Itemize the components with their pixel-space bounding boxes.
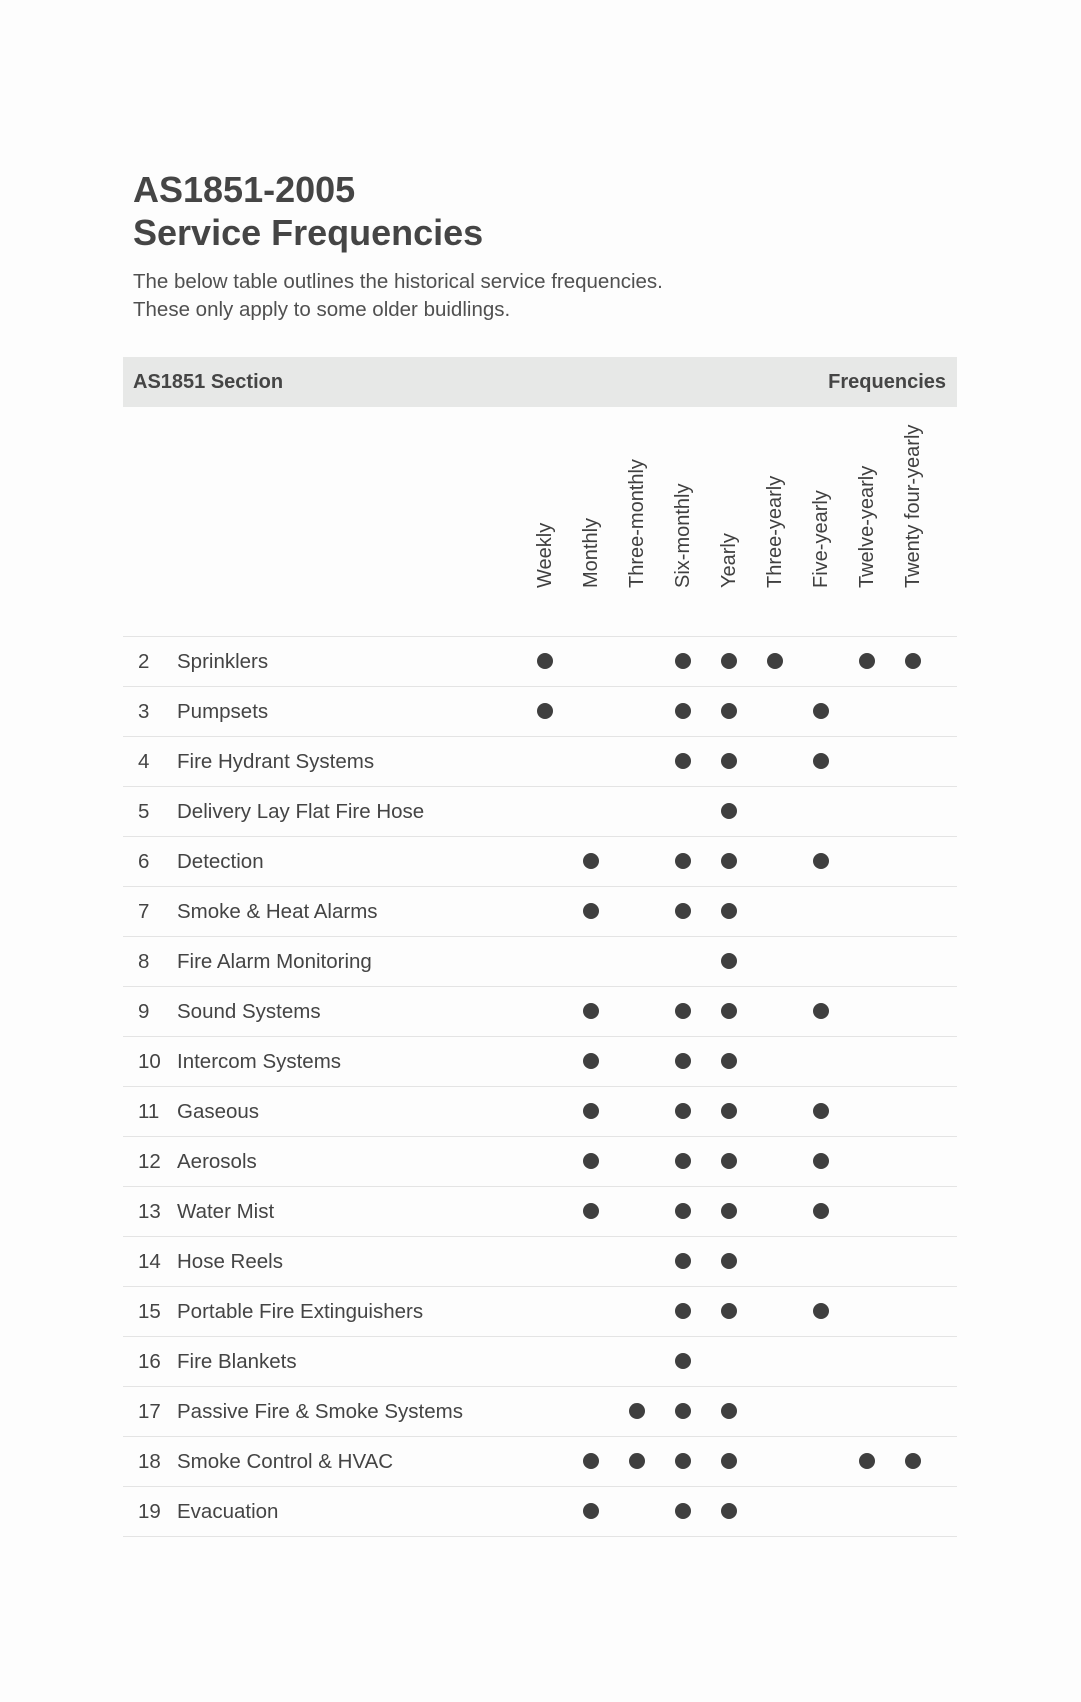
column-header-label: Three-yearly: [764, 475, 786, 588]
table-row: [123, 687, 957, 737]
frequency-dot-three-monthly: [629, 1453, 645, 1469]
frequency-dot-yearly: [721, 1403, 737, 1419]
table-row: [123, 1187, 957, 1237]
frequency-dot-monthly: [583, 1503, 599, 1519]
section-number: 12: [138, 1150, 161, 1173]
frequency-dot-yearly: [721, 653, 737, 669]
table-row: [123, 637, 957, 687]
table-row: [123, 1287, 957, 1337]
section-number: 13: [138, 1200, 161, 1223]
frequency-dot-five-yearly: [813, 1003, 829, 1019]
table-row: [123, 787, 957, 837]
section-name: Passive Fire & Smoke Systems: [177, 1400, 463, 1423]
section-number: 6: [138, 850, 150, 873]
frequencies-header: Frequencies: [828, 371, 946, 393]
intro-paragraph: The below table outlines the historical service frequencies. These only apply to some older buidlings.: [133, 270, 663, 321]
frequency-dot-six-monthly: [675, 903, 691, 919]
column-header-row: [123, 407, 957, 637]
section-header: AS1851 Section: [133, 371, 284, 393]
frequency-dot-monthly: [583, 1003, 599, 1019]
frequency-dot-five-yearly: [813, 1303, 829, 1319]
title-line-2: Service Frequencies: [133, 212, 484, 253]
section-name: Aerosols: [177, 1150, 257, 1173]
frequency-dot-six-monthly: [675, 1003, 691, 1019]
frequency-dot-six-monthly: [675, 703, 691, 719]
frequency-dot-six-monthly: [675, 1453, 691, 1469]
table-row: [123, 987, 957, 1037]
frequency-dot-monthly: [583, 853, 599, 869]
section-number: 18: [138, 1450, 161, 1473]
section-number: 10: [138, 1050, 161, 1073]
section-number: 19: [138, 1500, 161, 1523]
frequency-dot-three-monthly: [629, 1403, 645, 1419]
title-line-1: AS1851-2005: [133, 169, 356, 210]
section-name: Fire Alarm Monitoring: [177, 950, 372, 973]
table-row: [123, 1487, 957, 1537]
frequency-dot-six-monthly: [675, 1153, 691, 1169]
frequency-dot-six-monthly: [675, 1253, 691, 1269]
frequency-dot-weekly: [537, 703, 553, 719]
section-number: 11: [138, 1100, 160, 1123]
section-number: 17: [138, 1400, 161, 1423]
column-header-label: Twenty four-yearly: [902, 424, 924, 588]
frequency-dot-yearly: [721, 953, 737, 969]
frequency-dot-six-monthly: [675, 1203, 691, 1219]
section-number: 9: [138, 1000, 150, 1023]
frequency-dot-monthly: [583, 903, 599, 919]
frequency-dot-six-monthly: [675, 853, 691, 869]
section-number: 7: [138, 900, 150, 923]
frequency-dot-yearly: [721, 1103, 737, 1119]
section-name: Intercom Systems: [177, 1050, 342, 1073]
frequency-dot-six-monthly: [675, 1503, 691, 1519]
table-row: [123, 887, 957, 937]
frequency-dot-yearly: [721, 853, 737, 869]
frequency-dot-twelve-yearly: [859, 1453, 875, 1469]
column-header-label: Three-monthly: [626, 459, 648, 588]
frequency-dot-twelve-yearly: [859, 653, 875, 669]
column-header-label: Five-yearly: [810, 490, 832, 588]
frequency-dot-six-monthly: [675, 1403, 691, 1419]
column-header-label: Yearly: [718, 533, 740, 588]
section-number: 14: [138, 1250, 161, 1273]
frequency-dot-yearly: [721, 1253, 737, 1269]
frequency-dot-monthly: [583, 1103, 599, 1119]
section-name: Water Mist: [177, 1200, 275, 1223]
column-header-label: Monthly: [580, 517, 602, 588]
section-name: Evacuation: [177, 1500, 279, 1523]
frequency-dot-yearly: [721, 1053, 737, 1069]
section-number: 4: [138, 750, 150, 773]
frequency-dot-six-monthly: [675, 753, 691, 769]
frequency-dot-six-monthly: [675, 1053, 691, 1069]
section-number: 3: [138, 700, 150, 723]
section-name: Fire Blankets: [177, 1350, 297, 1373]
page-title: [133, 168, 483, 254]
frequency-dot-monthly: [583, 1453, 599, 1469]
section-number: 5: [138, 800, 150, 823]
table-row: [123, 837, 957, 887]
frequency-dot-twenty-four-yearly: [905, 653, 921, 669]
frequency-dot-five-yearly: [813, 753, 829, 769]
section-name: Sound Systems: [177, 1000, 321, 1023]
section-name: Sprinklers: [177, 650, 269, 673]
frequency-dot-yearly: [721, 903, 737, 919]
section-name: Smoke Control & HVAC: [177, 1450, 394, 1473]
frequency-dot-six-monthly: [675, 1103, 691, 1119]
table-body: [123, 637, 957, 1537]
frequency-dot-yearly: [721, 1453, 737, 1469]
frequency-dot-five-yearly: [813, 703, 829, 719]
frequency-dot-six-monthly: [675, 1303, 691, 1319]
frequency-dot-five-yearly: [813, 1153, 829, 1169]
frequency-dot-yearly: [721, 1503, 737, 1519]
table-row: [123, 1387, 957, 1437]
frequency-dot-monthly: [583, 1053, 599, 1069]
section-name: Portable Fire Extinguishers: [177, 1300, 424, 1323]
section-name: Detection: [177, 850, 264, 873]
frequency-dot-yearly: [721, 1003, 737, 1019]
frequency-dot-monthly: [583, 1153, 599, 1169]
frequency-dot-yearly: [721, 1153, 737, 1169]
section-number: 16: [138, 1350, 161, 1373]
table-row: [123, 1037, 957, 1087]
frequency-dot-three-yearly: [767, 653, 783, 669]
table-row: [123, 937, 957, 987]
frequency-dot-six-monthly: [675, 1353, 691, 1369]
section-name: Smoke & Heat Alarms: [177, 900, 378, 923]
table-row: [123, 1437, 957, 1487]
frequency-dot-yearly: [721, 1203, 737, 1219]
table-row: [123, 1087, 957, 1137]
section-name: Hose Reels: [177, 1250, 283, 1273]
frequency-dot-five-yearly: [813, 853, 829, 869]
table-row: [123, 1237, 957, 1287]
section-name: Delivery Lay Flat Fire Hose: [177, 800, 425, 823]
frequency-dot-yearly: [721, 803, 737, 819]
frequency-dot-monthly: [583, 1203, 599, 1219]
table-row: [123, 1137, 957, 1187]
section-name: Fire Hydrant Systems: [177, 750, 375, 773]
column-header-label: Weekly: [534, 522, 556, 588]
frequency-dot-five-yearly: [813, 1103, 829, 1119]
frequency-dot-yearly: [721, 703, 737, 719]
frequency-dot-yearly: [721, 1303, 737, 1319]
section-name: Gaseous: [177, 1100, 260, 1123]
table-row: [123, 1337, 957, 1387]
table-header-bar: [123, 357, 957, 407]
frequency-dot-yearly: [721, 753, 737, 769]
column-header-label: Six-monthly: [672, 483, 694, 588]
frequency-dot-five-yearly: [813, 1203, 829, 1219]
frequency-dot-six-monthly: [675, 653, 691, 669]
table-row: [123, 737, 957, 787]
section-number: 2: [138, 650, 150, 673]
column-header-label: Twelve-yearly: [856, 465, 878, 588]
frequency-dot-weekly: [537, 653, 553, 669]
section-number: 15: [138, 1300, 161, 1323]
section-name: Pumpsets: [177, 700, 269, 723]
section-number: 8: [138, 950, 150, 973]
frequency-dot-twenty-four-yearly: [905, 1453, 921, 1469]
frequency-table: [123, 357, 957, 1537]
